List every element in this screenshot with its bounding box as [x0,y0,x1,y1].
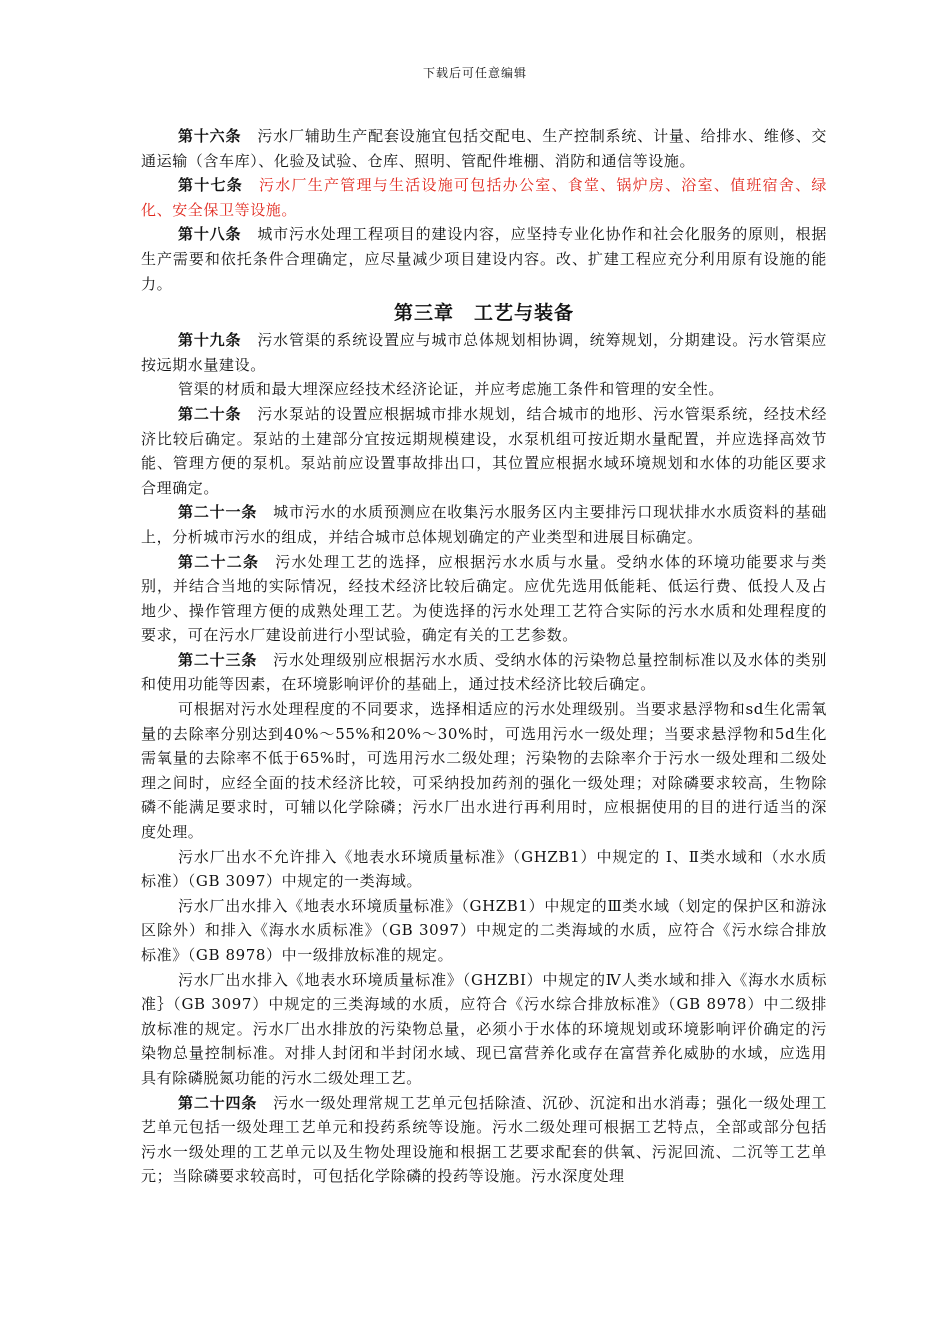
article-text: 污水泵站的设置应根据城市排水规划，结合城市的地形、污水管渠系统，经技术经济比较后确定。泵站的土建部分宜按远期规模建设，水泵机组可按近期水量配置，并应选择高效节能、管理方便的泵机。泵站前应设置事故排出口，其位置应根据水域环境规划和水体的功能区要求合理确定。 [141,404,827,497]
article-21 [141,500,827,549]
article-19-paragraph: 管渠的材质和最大埋深应经技术经济论证，并应考虑施工条件和管理的安全性。 [178,380,725,399]
article-text-highlighted: 污水厂生产管理与生活设施可包括办公室、食堂、锅炉房、浴室、值班宿舍、绿化、安全保卫等设施。 [141,176,827,219]
article-label: 第二十二条 [178,552,260,571]
article-text: 污水处理级别应根据污水水质、受纳水体的污染物总量控制标准以及水体的类别和使用功能等因素，在环境影响评价的基础上，通过技术经济比较后确定。 [141,650,827,694]
article-20 [141,402,827,500]
article-18 [141,222,827,296]
article-23-paragraph-4: 污水厂出水排入《地表水环境质量标准》（GHZB1）中规定的Ⅲ类水域（划定的保护区和游泳区除外）和排入《海水水质标准》（GB 3097）中规定的二类海域的水质，应符合《污水综合排放标准》（GB 8978）中一级排放标准的规定。 [141,896,827,964]
article-text: 污水一级处理常规工艺单元包括除渣、沉砂、沉淀和出水消毒；强化一级处理工艺单元包括一级处理工艺单元和投药系统等设施。污水二级处理可根据工艺特点，全部或部分包括污水一级处理的工艺单元以及生物处理设施和根据工艺要求配套的供氧、污泥回流、二沉等工艺单元；当除磷要求较高时，可包括化学除磷的投药等设施。污水深度处理 [141,1093,827,1186]
article-24 [141,1091,827,1189]
article-text: 污水处理工艺的选择，应根据污水水质与水量。受纳水体的环境功能要求与类别，并结合当地的实际情况，经技术经济比较后确定。应优先选用低能耗、低运行费、低投人及占地少、操作管理方便的成熟处理工艺。为使选择的污水处理工艺符合实际的污水水质和处理程度的要求，可在污水厂建设前进行小型试验，确定有关的工艺参数。 [141,552,827,645]
chapter-title: 第三章 工艺与装备 [393,302,574,325]
article-17 [141,173,827,222]
page-header: 下载后可任意编辑 [422,66,527,80]
article-text: 城市污水处理工程项目的建设内容，应坚持专业化协作和社会化服务的原则，根据生产需要和依托条件合理确定，应尽量减少项目建设内容。改、扩建工程应充分利用原有设施的能力。 [141,225,827,293]
article-text: 城市污水的水质预测应在收集污水服务区内主要排污口现状排水水质资料的基础上，分析城市污水的组成，并结合城市总体规划确定的产业类型和进展目标确定。 [141,503,827,546]
article-text: 污水厂辅助生产配套设施宜包括交配电、生产控制系统、计量、给排水、维修、交通运输（含车库）、化验及试验、仓库、照明、管配件堆棚、消防和通信等设施。 [141,127,827,170]
article-23-paragraph-2: 可根据对污水处理程度的不同要求，选择相适应的污水处理级别。当要求悬浮物和sd生化需氧量的去除率分别达到40%～55%和20%～30%时，可选用污水一级处理；当要求悬浮物和5d生化需氧量的去除率不低于65%时，可选用污水二级处理；污染物的去除率介于污水一级处理和二级处理之间时，应经全面的技术经济比较，可采纳投加药剂的强化一级处理；对除磷要求较高，生物除磷不能满足要求时，可辅以化学除磷；污水厂出水进行再利用时，应根据使用的目的进行适当的深度处理。 [141,700,827,842]
article-text: 污水管渠的系统设置应与城市总体规划相协调，统筹规划，分期建设。污水管渠应按远期水量建设。 [141,331,827,374]
article-label: 第二十条 [178,404,242,423]
article-22 [141,550,827,648]
article-label: 第二十一条 [178,503,258,522]
article-16 [141,124,827,173]
article-23 [141,648,827,697]
article-19 [141,328,827,377]
article-label: 第二十四条 [178,1093,258,1112]
document-body [141,124,827,1189]
article-label: 第十七条 [178,176,243,195]
article-label: 第十九条 [178,331,242,350]
article-23-paragraph-5: 污水厂出水排入《地表水环境质量标准》（GHZBI）中规定的Ⅳ人类水域和排入《海水水质标准｝（GB 3097）中规定的三类海域的水质，应符合《污水综合排放标准》（GB 8978）中二级排放标准的规定。污水厂出水排放的污染物总量，必须小于水体的环境规划或环境影响评价确定的污染物总量控制标准。对排人封闭和半封闭水域、现已富营养化或存在富营养化威胁的水域，应选用具有除磷脱氮功能的污水二级处理工艺。 [141,970,827,1087]
article-label: 第二十三条 [178,650,258,669]
article-label: 第十六条 [178,127,242,145]
article-23-paragraph-3: 污水厂出水不允许排入《地表水环境质量标准》（GHZB1）中规定的 I、Ⅱ类水域和（水水质标准）（GB 3097）中规定的一类海域。 [141,847,827,891]
article-label: 第十八条 [178,225,242,244]
